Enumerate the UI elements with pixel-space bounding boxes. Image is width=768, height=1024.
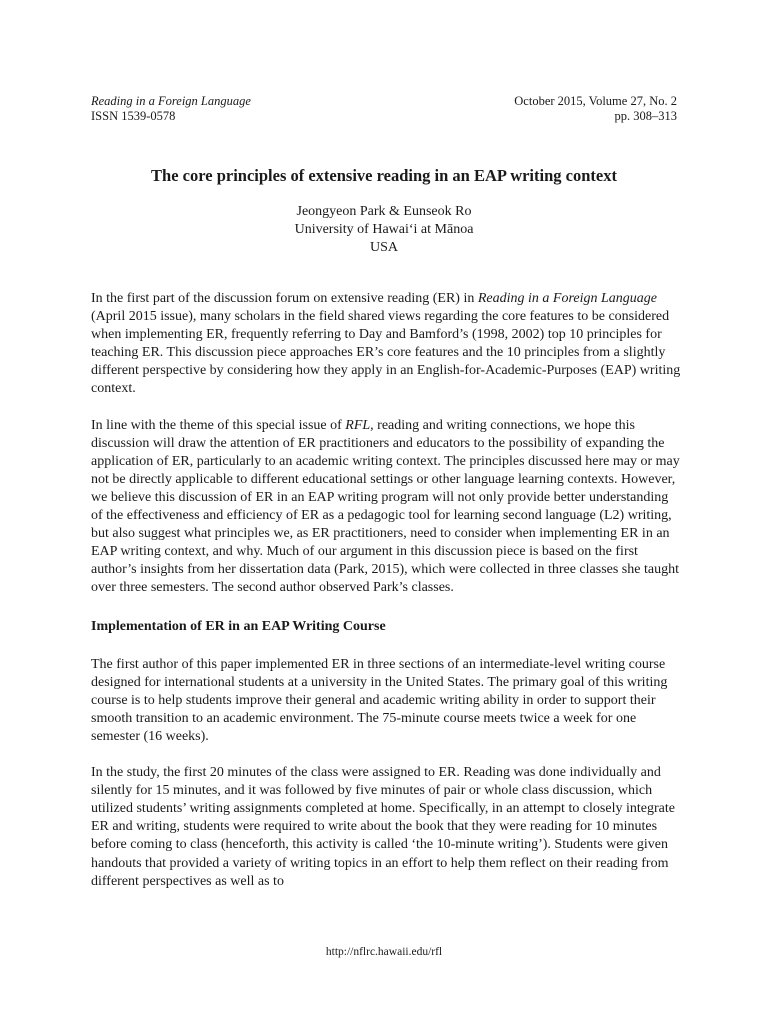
article-title: The core principles of extensive reading in an EAP writing context bbox=[151, 166, 617, 185]
paragraph-2 bbox=[91, 417, 681, 598]
rfl-abbrev-inline: RFL bbox=[345, 417, 371, 433]
paragraph-4: In the study, the first 20 minutes of the class were assigned to ER. Reading was done individually and silently for 15 minutes, and it was followed by five minutes of pair or whole class discussion, which utilized students’ writing assignments completed at home. Specifically, in an attempt to closely integrate ER and writing, students were required to write about the book that they were reading for 10 minutes before coming to class (henceforth, this activity is called ‘the 10-minute writing’). Students were given handouts that provided a variety of writing topics in an effort to help them reflect on their reading from different perspectives as well as to bbox=[91, 765, 675, 889]
authors: Jeongyeon Park & Eunseok Ro bbox=[296, 204, 472, 219]
paragraph-1 bbox=[91, 290, 681, 399]
paragraph-2-text-b: , reading and writing connections, we hope this discussion will draw the attention of ER practitioners and educators to the possibility of expanding the application of ER, particularly to an academic writing context. The principles discussed here may or may not be directly applicable to different educational settings or other language learning contexts. However, we believe this discussion of ER in an EAP writing program will not only provide better understanding of the effectiveness and efficiency of ER as a pedagogic tool for learning second language (L2) writing, but also suggest what principles we, as ER practitioners, need to consider when implementing ER in an EAP writing context, and why. Much of our argument in this discussion piece is based on the first author’s insights from her dissertation data (Park, 2015), which were collected in three classes she taught over three semesters. The second author observed Park’s classes. bbox=[91, 417, 680, 596]
journal-title-inline: Reading in a Foreign Language bbox=[477, 291, 657, 306]
paragraph-3: The first author of this paper implemented ER in three sections of an intermediate-level writing course designed for international students at a university in the United States. The primary goal of this writing course is to help students improve their general and academic writing ability in order to support their smooth transition to an academic environment. The 75-minute course meets twice a week for one semester (16 weeks). bbox=[91, 656, 668, 744]
issn: ISSN 1539-0578 bbox=[91, 109, 176, 123]
journal-name: Reading in a Foreign Language bbox=[91, 94, 251, 108]
section-heading: Implementation of ER in an EAP Writing Course bbox=[91, 618, 386, 634]
running-header-left bbox=[91, 94, 251, 124]
paragraph-1-text-a: In the first part of the discussion forum on extensive reading (ER) in bbox=[91, 291, 478, 306]
paragraph-2-text-a: In line with the theme of this special issue of bbox=[91, 417, 346, 433]
country: USA bbox=[369, 240, 398, 255]
author-block bbox=[0, 203, 768, 257]
article-body bbox=[91, 290, 681, 909]
page-range: pp. 308–313 bbox=[614, 109, 677, 123]
footer-url: http://nflrc.hawaii.edu/rfl bbox=[325, 946, 443, 958]
running-header-right bbox=[514, 94, 677, 124]
paragraph-1-text-b: (April 2015 issue), many scholars in the field shared views regarding the core features to be considered when implementing ER, frequently referring to Day and Bamford’s (1998, 2002) top 10 principles for teaching ER. This discussion piece approaches ER’s core features and the 10 principles from a slightly different perspective by considering how they apply in an English-for-Academic-Purposes (EAP) writing context. bbox=[91, 309, 681, 397]
affiliation: University of Hawaiʻi at Mānoa bbox=[294, 222, 474, 237]
issue-info: October 2015, Volume 27, No. 2 bbox=[514, 94, 677, 108]
